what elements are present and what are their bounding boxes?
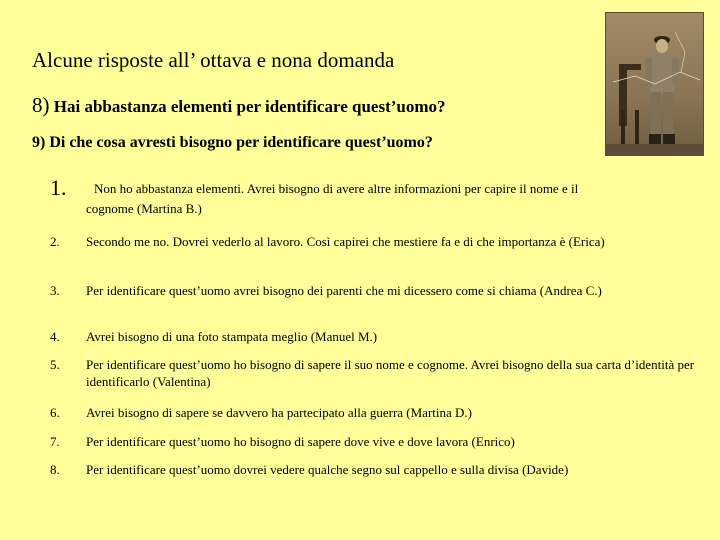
answer-text: Per identificare quest’uomo ho bisogno di sapere dove vive e dove lavora (Enrico): [86, 434, 515, 449]
question-8-number: 8): [32, 93, 50, 117]
answer-text: Per identificare quest’uomo avrei bisogno dei parenti che mi dicessero come si chiama (Andrea C.): [86, 283, 602, 298]
answer-number: 5.: [50, 357, 60, 372]
answer-number: 4.: [50, 329, 60, 344]
answer-text: Secondo me no. Dovrei vederlo al lavoro. Così capirei che mestiere fa e di che importanza è (Erica): [86, 234, 605, 249]
answer-number: 3.: [50, 283, 60, 298]
answer-text: Per identificare quest’uomo dovrei vedere qualche segno sul cappello e sulla divisa (Davide): [86, 462, 569, 477]
answer-text: Per identificare quest’uomo ho bisogno di sapere il suo nome e cognome. Avrei bisogno della sua carta d’identità per identificarlo (Valentina): [86, 357, 695, 389]
question-8-text: Hai abbastanza elementi per identificare quest’uomo?: [53, 97, 446, 116]
answer-number: 1.: [50, 175, 67, 200]
question-9: 9) Di che cosa avresti bisogno per identificare quest’uomo?: [32, 134, 433, 151]
answer-text-continuation: cognome (Martina B.): [86, 201, 202, 216]
slide-title: Alcune risposte all’ ottava e nona domanda: [32, 48, 395, 72]
answer-number: 2.: [50, 234, 60, 249]
answer-number: 8.: [50, 462, 60, 477]
answer-text: Non ho abbastanza elementi. Avrei bisogno di avere altre informazioni per capire il nome e il: [94, 181, 579, 196]
answer-number: 6.: [50, 405, 60, 420]
answer-text: Avrei bisogno di una foto stampata meglio (Manuel M.): [86, 329, 378, 344]
answer-text: Avrei bisogno di sapere se davvero ha partecipato alla guerra (Martina D.): [86, 405, 472, 420]
answer-number: 7.: [50, 434, 60, 449]
